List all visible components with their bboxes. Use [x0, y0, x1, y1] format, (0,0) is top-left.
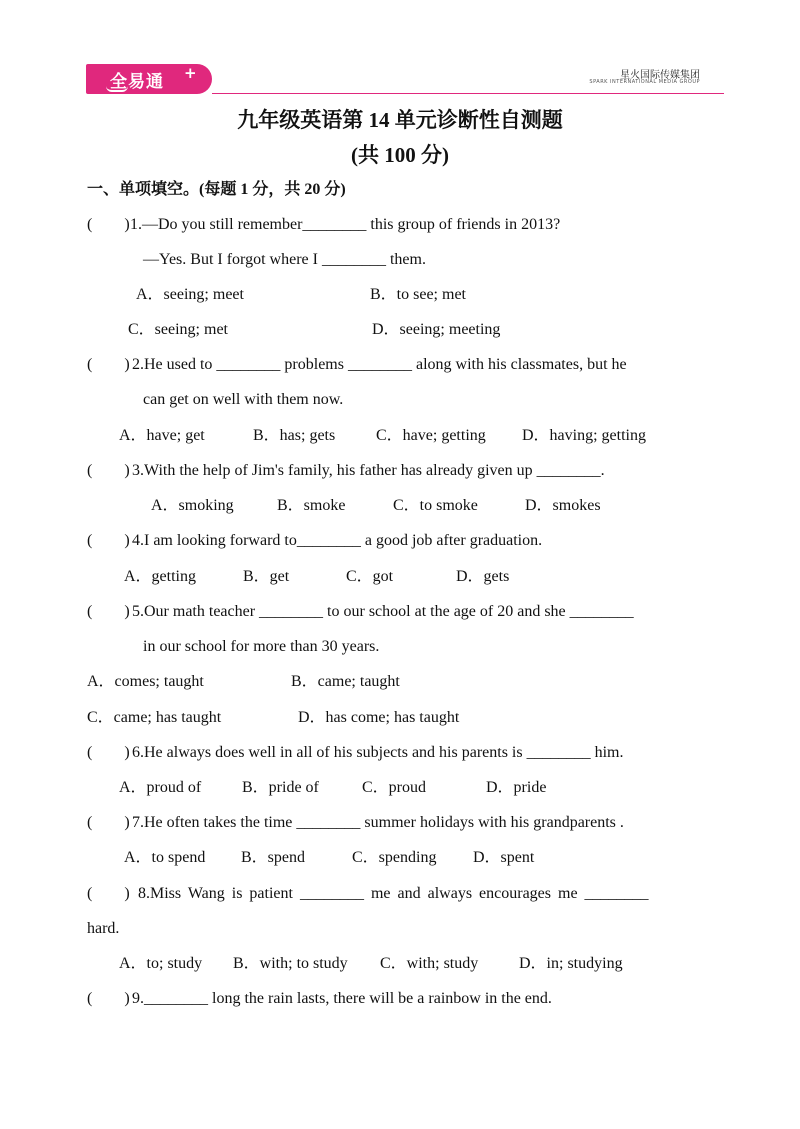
question-2-option-d: D．having; getting: [522, 427, 646, 444]
question-5-stem-cont: in our school for more than 30 years.: [143, 638, 380, 655]
answer-blank[interactable]: ( ): [87, 356, 130, 373]
answer-blank[interactable]: ( ): [87, 744, 130, 761]
page-title: 九年级英语第 14 单元诊断性自测题: [237, 108, 563, 132]
page-header: [86, 62, 726, 98]
question-1-option-a: A．seeing; meet: [136, 286, 244, 303]
question-6-option-b: B．pride of: [242, 779, 319, 796]
question-3-option-a: A．smoking: [151, 497, 234, 514]
publisher-name: 星火国际传媒集团: [620, 70, 700, 81]
answer-blank[interactable]: ( ): [87, 216, 130, 233]
question-8-option-a: A．to; study: [119, 955, 203, 972]
question-2-option-b: B．has; gets: [253, 427, 336, 444]
question-3-stem: 3.With the help of Jim's family, his father has already given up ________.: [132, 462, 605, 479]
question-6-option-a: A．proud of: [119, 779, 202, 796]
question-1-option-b: B．to see; met: [370, 286, 466, 303]
question-2-option-c: C．have; getting: [376, 427, 486, 444]
question-8-option-d: D．in; studying: [519, 955, 623, 972]
answer-blank[interactable]: ( ): [87, 462, 130, 479]
answer-blank[interactable]: ( ): [87, 814, 130, 831]
question-1-stem-cont: —Yes. But I forgot where I ________ them.: [143, 251, 426, 268]
answer-blank[interactable]: ( ): [87, 532, 130, 549]
section-heading: 一、单项填空。(每题 1 分，共 20 分): [87, 181, 346, 198]
question-3-option-d: D．smokes: [525, 497, 601, 514]
question-3-option-b: B．smoke: [277, 497, 346, 514]
question-1-option-c: C．seeing; met: [128, 321, 228, 338]
total-score: (共 100 分): [351, 143, 449, 167]
question-4-option-a: A．getting: [124, 568, 196, 585]
question-2-stem-cont: can get on well with them now.: [143, 391, 344, 408]
logo-swoosh-icon: [106, 86, 128, 92]
question-5-option-c: C．came; has taught: [87, 709, 222, 726]
question-9-stem: 9.________ long the rain lasts, there will be a rainbow in the end.: [132, 990, 552, 1007]
answer-blank[interactable]: ( ): [87, 603, 130, 620]
question-4-option-b: B．get: [243, 568, 290, 585]
question-6-stem: 6.He always does well in all of his subjects and his parents is ________ him.: [132, 744, 624, 761]
question-5-option-b: B．came; taught: [291, 673, 400, 690]
logo-star-icon: +: [184, 64, 197, 82]
question-3-option-c: C．to smoke: [393, 497, 478, 514]
question-8-option-b: B．with; to study: [233, 955, 348, 972]
publisher-name-en: SPARK INTERNATIONAL MEDIA GROUP: [589, 79, 700, 85]
answer-blank[interactable]: ( ): [87, 885, 130, 902]
question-7-option-d: D．spent: [473, 849, 535, 866]
question-1-stem: 1.—Do you still remember________ this group of friends in 2013?: [130, 216, 561, 233]
question-5-option-a: A．comes; taught: [87, 673, 204, 690]
question-5-stem: 5.Our math teacher ________ to our school at the age of 20 and she ________: [132, 603, 634, 620]
question-7-option-c: C．spending: [352, 849, 437, 866]
question-6-option-c: C．proud: [362, 779, 427, 796]
question-4-option-c: C．got: [346, 568, 394, 585]
question-2-option-a: A．have; get: [119, 427, 205, 444]
question-8-stem-cont: hard.: [87, 920, 120, 937]
question-4-option-d: D．gets: [456, 568, 510, 585]
question-7-stem: 7.He often takes the time ________ summer holidays with his grandparents .: [132, 814, 624, 831]
question-2-stem: 2.He used to ________ problems ________ along with his classmates, but he: [132, 356, 627, 373]
question-6-option-d: D．pride: [486, 779, 547, 796]
question-7-option-b: B．spend: [241, 849, 306, 866]
question-4-stem: 4.I am looking forward to________ a good job after graduation.: [132, 532, 543, 549]
question-8-option-c: C．with; study: [380, 955, 479, 972]
brand-logo: [86, 64, 212, 94]
header-rule: [212, 93, 724, 94]
question-8-stem: 8.Miss Wang is patient ________ me and always encourages me ________: [138, 885, 649, 902]
logo-text: 全易通: [110, 72, 164, 92]
question-5-option-d: D．has come; has taught: [298, 709, 460, 726]
question-7-option-a: A．to spend: [124, 849, 206, 866]
answer-blank[interactable]: ( ): [87, 990, 130, 1007]
question-1-option-d: D．seeing; meeting: [372, 321, 501, 338]
